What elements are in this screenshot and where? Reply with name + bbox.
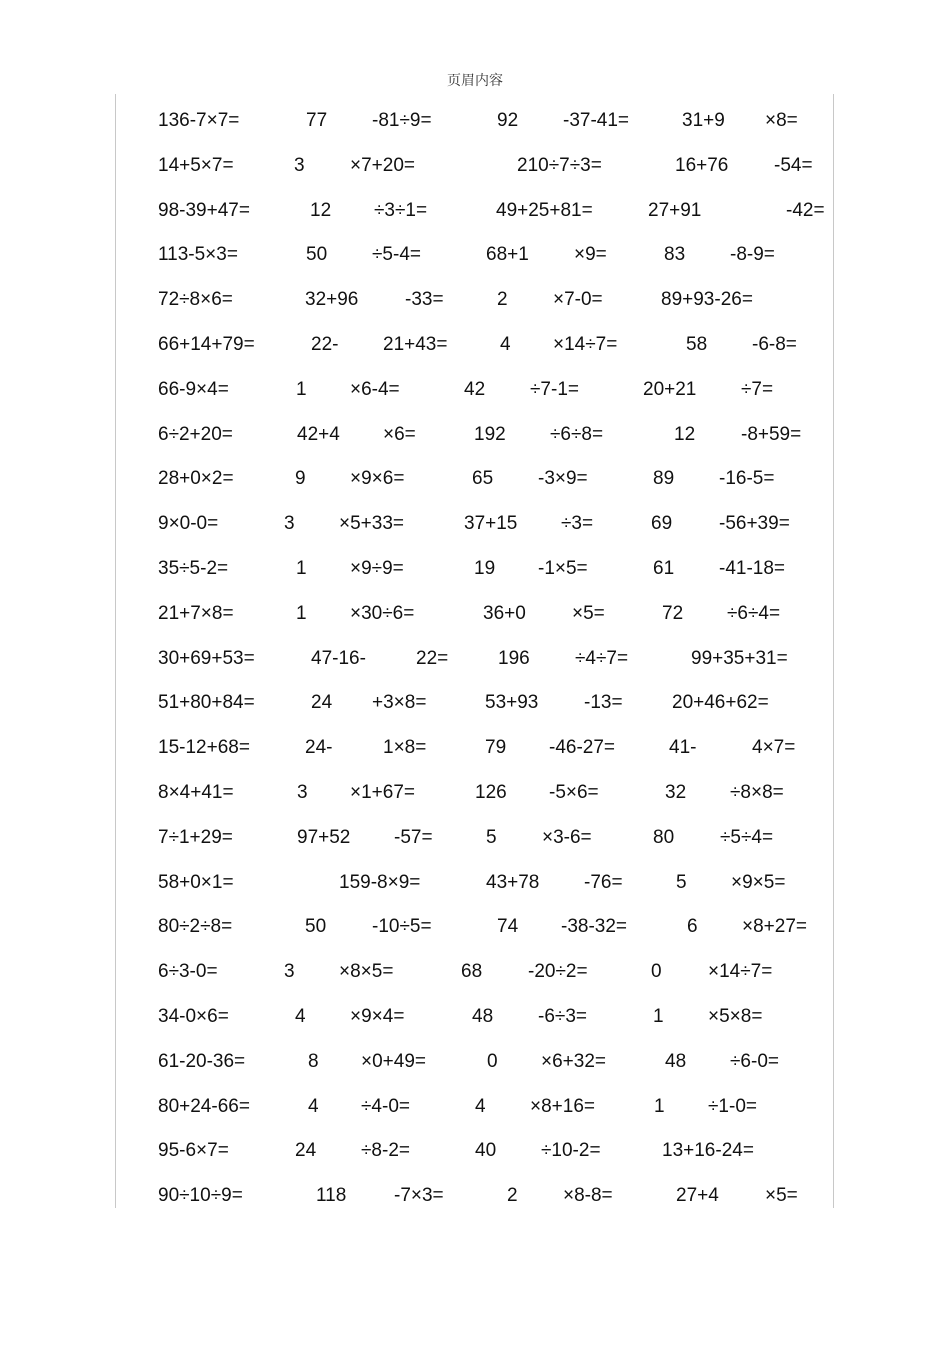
problem-cell: ×14÷7= — [553, 334, 618, 355]
problem-cell: 210÷7÷3= — [517, 154, 602, 176]
problem-cell: ×6-4= — [350, 378, 400, 400]
problem-cell: 83 — [664, 244, 686, 266]
problem-row — [0, 1183, 950, 1209]
problem-cell: -38-32= — [561, 916, 628, 938]
problem-cell: 192 — [474, 423, 506, 445]
problem-cell: 4 — [475, 1095, 486, 1117]
problem-cell: 20+21 — [643, 378, 697, 400]
problem-cell: 27+91 — [648, 199, 702, 221]
problem-cell: 80 — [653, 826, 675, 848]
problem-cell: -57= — [394, 826, 433, 848]
problem-cell: -41-18= — [719, 558, 786, 579]
problem-cell: ×8+16= — [530, 1095, 595, 1117]
problem-row — [0, 1049, 950, 1075]
problem-cell: -8+59= — [741, 423, 802, 445]
problem-cell: -37-41= — [563, 110, 630, 131]
problem-cell: ×8+27= — [742, 916, 807, 938]
problem-cell: 31+9 — [682, 110, 725, 131]
problem-row — [0, 511, 950, 537]
problem-cell: 90÷10÷9= — [158, 1185, 243, 1207]
problem-cell: 40 — [475, 1140, 497, 1162]
problem-cell: ×5×8= — [708, 1006, 763, 1027]
problem-cell: 35÷5-2= — [158, 558, 229, 579]
problem-cell: 42+4 — [297, 423, 340, 445]
problem-cell: 3 — [284, 513, 295, 535]
problem-cell: ×0+49= — [361, 1050, 426, 1072]
problem-cell: 49+25+81= — [496, 199, 593, 221]
problem-cell: 30+69+53= — [158, 647, 255, 669]
problem-row — [0, 242, 950, 268]
problem-cell: 66+14+79= — [158, 334, 255, 355]
problem-cell: 80÷2÷8= — [158, 916, 233, 938]
problem-row — [0, 914, 950, 940]
problem-row — [0, 1138, 950, 1164]
problem-row — [0, 825, 950, 851]
problem-cell: ÷6÷8= — [550, 423, 604, 445]
problem-cell: 8×4+41= — [158, 782, 234, 803]
problem-cell: 1 — [296, 378, 307, 400]
problem-cell: ×5= — [765, 1185, 798, 1207]
problem-cell: ÷6-0= — [730, 1050, 779, 1072]
problem-cell: 66-9×4= — [158, 378, 229, 400]
problem-cell: 77 — [306, 110, 328, 131]
problem-cell: ÷5÷4= — [720, 826, 774, 848]
problem-cell: 72 — [662, 602, 684, 624]
problem-cell: ×1+67= — [350, 782, 415, 803]
problem-cell: 97+52 — [297, 826, 351, 848]
problem-cell: 3 — [294, 154, 305, 176]
problem-cell: 28+0×2= — [158, 468, 234, 490]
problem-cell: 72÷8×6= — [158, 289, 233, 311]
problem-row — [0, 601, 950, 627]
problem-cell: 61-20-36= — [158, 1050, 246, 1072]
problem-row — [0, 332, 950, 358]
problem-cell: 58 — [686, 334, 708, 355]
problem-cell: 24 — [295, 1140, 317, 1162]
problem-cell: 1×8= — [383, 737, 427, 759]
problem-cell: 3 — [284, 961, 295, 983]
problem-cell: ÷8×8= — [730, 782, 784, 803]
problem-cell: -1×5= — [538, 558, 588, 579]
problem-cell: 99+35+31= — [691, 647, 788, 669]
problem-cell: 98-39+47= — [158, 199, 250, 221]
problem-cell: ×3-6= — [542, 826, 592, 848]
problem-cell: -3×9= — [538, 468, 588, 490]
problem-cell: 2 — [497, 289, 508, 311]
problem-cell: 50 — [306, 244, 328, 266]
problem-cell: ×7+20= — [350, 154, 415, 176]
problem-cell: ÷10-2= — [541, 1140, 601, 1162]
problem-cell: 3 — [297, 782, 308, 803]
problem-cell: 32+96 — [305, 289, 359, 311]
problem-cell: 21+43= — [383, 334, 448, 355]
problem-cell: ÷5-4= — [372, 244, 421, 266]
problem-cell: ÷1-0= — [708, 1095, 757, 1117]
problem-cell: 27+4 — [676, 1185, 719, 1207]
problem-cell: 12 — [310, 199, 332, 221]
problem-cell: ÷3= — [561, 513, 594, 535]
problem-cell: -42= — [786, 199, 825, 221]
problem-cell: 51+80+84= — [158, 692, 255, 714]
problem-cell: 42 — [464, 378, 486, 400]
problem-row — [0, 466, 950, 492]
problem-cell: 65 — [472, 468, 494, 490]
problem-cell: -8-9= — [730, 244, 775, 266]
problem-cell: ×5= — [572, 602, 605, 624]
problem-row — [0, 959, 950, 985]
problem-cell: ×5+33= — [339, 513, 404, 535]
problem-cell: 20+46+62= — [672, 692, 769, 714]
problem-row — [0, 153, 950, 179]
problem-cell: 36+0 — [483, 602, 526, 624]
problem-cell: 0 — [487, 1050, 498, 1072]
problem-cell: 37+15 — [464, 513, 518, 535]
problem-row — [0, 377, 950, 403]
problem-cell: 79 — [485, 737, 507, 759]
problem-cell: 196 — [498, 647, 530, 669]
problem-row — [0, 1094, 950, 1120]
problem-cell: 22- — [311, 334, 339, 355]
problem-cell: -13= — [584, 692, 623, 714]
problem-cell: ×9= — [574, 244, 607, 266]
problem-row — [0, 735, 950, 761]
problem-cell: 89+93-26= — [661, 289, 753, 311]
problem-cell: 47-16- — [311, 647, 366, 669]
problem-row — [0, 690, 950, 716]
problem-cell: ×9×6= — [350, 468, 405, 490]
problem-row — [0, 870, 950, 896]
problem-cell: 159-8×9= — [339, 871, 421, 893]
problem-cell: 7÷1+29= — [158, 826, 233, 848]
problem-cell: ×9÷9= — [350, 558, 404, 579]
problem-cell: 68 — [461, 961, 483, 983]
problem-cell: 69 — [651, 513, 673, 535]
problem-cell: -54= — [774, 154, 813, 176]
problem-cell: -6-8= — [752, 334, 797, 355]
problem-cell: 14+5×7= — [158, 154, 234, 176]
problem-cell: 5 — [676, 871, 687, 893]
problem-cell: -76= — [584, 871, 623, 893]
problem-cell: -6÷3= — [538, 1006, 587, 1027]
problem-cell: 1 — [296, 558, 307, 579]
problem-cell: 12 — [674, 423, 696, 445]
problem-cell: -56+39= — [719, 513, 790, 535]
problem-cell: 16+76 — [675, 154, 729, 176]
problem-row — [0, 1004, 950, 1030]
problem-cell: -46-27= — [549, 737, 616, 759]
problem-row — [0, 108, 950, 134]
problem-cell: 34-0×6= — [158, 1006, 229, 1027]
problem-cell: 24- — [305, 737, 333, 759]
problem-cell: 50 — [305, 916, 327, 938]
problem-cell: 136-7×7= — [158, 110, 240, 131]
problem-cell: 80+24-66= — [158, 1095, 250, 1117]
problem-cell: -10÷5= — [372, 916, 432, 938]
problem-cell: ×8-8= — [563, 1185, 613, 1207]
problem-cell: 0 — [651, 961, 662, 983]
problem-cell: 4×7= — [752, 737, 796, 759]
problem-cell: ÷4-0= — [361, 1095, 410, 1117]
problem-cell: 113-5×3= — [158, 244, 238, 266]
problem-cell: 21+7×8= — [158, 602, 234, 624]
problem-cell: ÷6÷4= — [727, 602, 781, 624]
problem-cell: ×30÷6= — [350, 602, 415, 624]
problem-cell: 1 — [654, 1095, 665, 1117]
problem-cell: 48 — [472, 1006, 494, 1027]
problem-cell: 126 — [475, 782, 507, 803]
problem-cell: ×14÷7= — [708, 961, 773, 983]
problem-cell: 4 — [500, 334, 511, 355]
problem-cell: 53+93 — [485, 692, 539, 714]
problem-cell: 6÷3-0= — [158, 961, 218, 983]
problem-row — [0, 646, 950, 672]
problem-cell: ÷4÷7= — [575, 647, 629, 669]
problem-cell: 1 — [653, 1006, 664, 1027]
problem-cell: 48 — [665, 1050, 687, 1072]
problem-row — [0, 198, 950, 224]
problem-cell: ÷7= — [741, 378, 774, 400]
problem-cell: 61 — [653, 558, 675, 579]
problem-cell: ÷7-1= — [530, 378, 579, 400]
problem-cell: ×6= — [383, 423, 416, 445]
problem-cell: 89 — [653, 468, 675, 490]
problem-cell: -81÷9= — [372, 110, 432, 131]
problem-row — [0, 287, 950, 313]
problem-cell: -7×3= — [394, 1185, 444, 1207]
problem-cell: 68+1 — [486, 244, 529, 266]
problem-cell: ×8= — [765, 110, 798, 131]
problem-cell: ×6+32= — [541, 1050, 606, 1072]
problem-cell: 6 — [687, 916, 698, 938]
problem-cell: 24 — [311, 692, 333, 714]
problem-row — [0, 556, 950, 582]
problem-cell: -16-5= — [719, 468, 775, 490]
problem-cell: 95-6×7= — [158, 1140, 229, 1162]
problem-cell: 19 — [474, 558, 496, 579]
problem-cell: 92 — [497, 110, 519, 131]
problem-row — [0, 780, 950, 806]
problem-cell: -20÷2= — [528, 961, 588, 983]
problem-cell: +3×8= — [372, 692, 427, 714]
problem-cell: -33= — [405, 289, 444, 311]
problem-cell: 1 — [296, 602, 307, 624]
problem-cell: 6÷2+20= — [158, 423, 233, 445]
problem-cell: 8 — [308, 1050, 319, 1072]
problem-cell: 32 — [665, 782, 687, 803]
problem-cell: ×7-0= — [553, 289, 603, 311]
problem-cell: 4 — [308, 1095, 319, 1117]
problem-cell: -5×6= — [549, 782, 599, 803]
problem-cell: 41- — [669, 737, 697, 759]
problem-cell: 118 — [316, 1185, 347, 1207]
problem-cell: ×9×4= — [350, 1006, 405, 1027]
problem-cell: 4 — [295, 1006, 306, 1027]
problem-cell: ×9×5= — [731, 871, 786, 893]
problem-cell: ÷3÷1= — [374, 199, 428, 221]
problem-cell: 9×0-0= — [158, 513, 219, 535]
problem-cell: ×8×5= — [339, 961, 394, 983]
problem-row — [0, 422, 950, 448]
problem-cell: 22= — [416, 647, 449, 669]
problem-cell: 5 — [486, 826, 497, 848]
problem-cell: 9 — [295, 468, 306, 490]
problem-cell: 13+16-24= — [662, 1140, 754, 1162]
problem-cell: 58+0×1= — [158, 871, 234, 893]
page-header: 页眉内容 — [447, 73, 503, 89]
problem-cell: 15-12+68= — [158, 737, 250, 759]
problem-cell: 43+78 — [486, 871, 540, 893]
problem-cell: 2 — [507, 1185, 518, 1207]
problem-cell: ÷8-2= — [361, 1140, 410, 1162]
problem-cell: 74 — [497, 916, 519, 938]
